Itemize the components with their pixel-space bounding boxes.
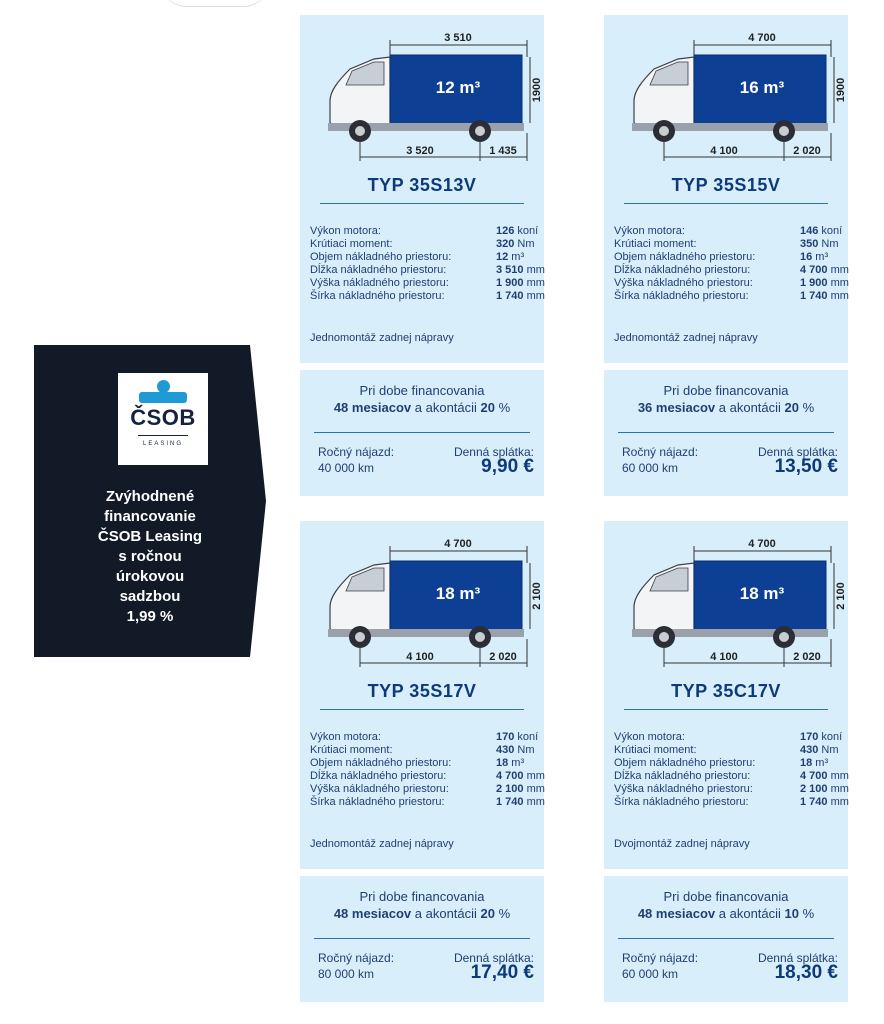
dim-side-height: 1900 — [835, 77, 847, 103]
spec-row — [310, 731, 539, 744]
daily-payment-value: 18,30 € — [774, 962, 838, 983]
dim-side-height: 2 100 — [835, 582, 847, 610]
spec-unit: mm — [523, 783, 545, 795]
spec-unit: m³ — [508, 757, 525, 769]
spec-row — [614, 731, 843, 744]
financing-period-label: Pri dobe financovania — [359, 889, 485, 904]
spec-unit: mm — [523, 290, 545, 302]
spec-label: Krútiaci moment: — [614, 238, 697, 250]
financing-divider — [314, 938, 530, 939]
spec-value: 350 Nm — [800, 238, 839, 250]
csob-logo — [118, 373, 208, 465]
spec-row — [310, 238, 536, 251]
title-divider — [320, 709, 524, 710]
van-type-title: TYP 35S15V — [671, 175, 781, 195]
spec-label: Objem nákladného priestoru: — [614, 251, 756, 263]
logo-wordmark: ČSOB — [130, 405, 196, 430]
spec-value: 126 koní — [496, 225, 539, 237]
akontacia-label: a akontácii — [715, 906, 785, 921]
cargo-volume-label: 18 m³ — [435, 584, 481, 603]
spec-unit: Nm — [818, 744, 839, 756]
akontacia-label: a akontácii — [411, 906, 481, 921]
spec-row — [310, 770, 545, 783]
spec-row — [614, 796, 849, 809]
spec-row — [310, 783, 545, 796]
van-diagram — [322, 27, 543, 165]
financing-months: 48 mesiacov — [333, 400, 412, 415]
dim-wheelbase: 4 100 — [710, 145, 738, 157]
dim-rear-overhang: 1 435 — [489, 145, 517, 157]
annual-mileage-value: 60 000 km — [622, 461, 679, 475]
spec-unit: m³ — [812, 757, 829, 769]
spec-value: 1 740 mm — [496, 796, 545, 808]
spec-unit: m³ — [508, 251, 525, 263]
dim-wheelbase: 4 100 — [710, 651, 738, 663]
annual-mileage-label: Ročný nájazd: — [622, 951, 699, 965]
spec-value: 4 700 mm — [800, 264, 849, 276]
decorative-arc — [160, 0, 270, 7]
annual-mileage-label: Ročný nájazd: — [318, 951, 395, 965]
spec-row — [614, 757, 840, 770]
financing-banner — [34, 345, 266, 657]
van-type-title: TYP 35S13V — [367, 175, 477, 195]
spec-label: Šírka nákladného priestoru: — [310, 290, 445, 302]
spec-label: Výška nákladného priestoru: — [614, 783, 753, 795]
spec-list — [614, 225, 849, 303]
spec-label: Šírka nákladného priestoru: — [614, 290, 749, 302]
van-spec-panel — [604, 521, 848, 869]
percent-sign: % — [799, 906, 815, 921]
spec-unit: mm — [827, 783, 849, 795]
financing-period-label: Pri dobe financovania — [663, 383, 789, 398]
annual-mileage-label: Ročný nájazd: — [318, 445, 395, 459]
logo-rule — [138, 435, 188, 436]
spec-value: 146 koní — [800, 225, 843, 237]
annual-mileage-label: Ročný nájazd: — [622, 445, 699, 459]
financing-terms — [300, 400, 544, 415]
akontacia-value: 20 — [784, 400, 799, 415]
spec-unit: mm — [827, 277, 849, 289]
cargo-volume-label: 12 m³ — [435, 78, 481, 97]
daily-payment-label: Denná splátka: — [453, 951, 534, 965]
dim-side-height: 2 100 — [531, 582, 543, 610]
banner-line: 1,99 % — [126, 608, 174, 625]
spec-unit: koní — [818, 731, 843, 743]
spec-value: 16 m³ — [800, 251, 829, 263]
spec-value: 170 koní — [496, 731, 539, 743]
akontacia-label: a akontácii — [715, 400, 785, 415]
spec-unit: mm — [827, 264, 849, 276]
logo-bar-icon — [139, 392, 187, 403]
spec-row — [614, 225, 843, 238]
financing-divider — [314, 432, 530, 433]
spec-unit: m³ — [812, 251, 829, 263]
spec-label: Výkon motora: — [310, 225, 381, 237]
van-diagram — [626, 533, 847, 671]
dim-rear-overhang: 2 020 — [793, 651, 821, 663]
dim-top-length: 4 700 — [748, 538, 776, 550]
spec-unit: mm — [523, 277, 545, 289]
banner-line: sadzbou — [119, 588, 181, 605]
dim-top-length: 3 510 — [444, 32, 472, 44]
financing-period-label: Pri dobe financovania — [663, 889, 789, 904]
rear-axle-note: Jednomontáž zadnej nápravy — [310, 332, 454, 344]
spec-row — [614, 290, 849, 303]
dim-rear-overhang: 2 020 — [793, 145, 821, 157]
banner-line: Zvýhodnené — [105, 488, 195, 505]
van-spec-panel — [604, 15, 848, 363]
spec-unit: mm — [523, 264, 545, 276]
spec-unit: mm — [523, 770, 545, 782]
percent-sign: % — [495, 906, 511, 921]
dim-rear-overhang: 2 020 — [489, 651, 517, 663]
banner-text — [34, 487, 266, 627]
spec-unit: mm — [523, 796, 545, 808]
spec-row — [310, 251, 536, 264]
spec-row — [614, 264, 849, 277]
spec-label: Krútiaci moment: — [310, 238, 393, 250]
percent-sign: % — [495, 400, 511, 415]
financing-divider — [618, 938, 834, 939]
van-type-title: TYP 35S17V — [367, 681, 477, 701]
annual-mileage-value: 40 000 km — [318, 461, 375, 475]
spec-unit: mm — [827, 770, 849, 782]
spec-unit: Nm — [514, 238, 535, 250]
spec-value: 1 900 mm — [800, 277, 849, 289]
spec-value: 1 740 mm — [800, 290, 849, 302]
financing-months: 36 mesiacov — [637, 400, 716, 415]
spec-row — [310, 744, 536, 757]
dim-wheelbase: 3 520 — [406, 145, 434, 157]
dim-side-height: 1900 — [531, 77, 543, 103]
financing-months: 48 mesiacov — [333, 906, 412, 921]
spec-row — [310, 290, 545, 303]
banner-line: ČSOB Leasing — [97, 528, 203, 545]
spec-list — [310, 731, 545, 809]
spec-row — [614, 770, 849, 783]
akontacia-value: 20 — [480, 400, 495, 415]
daily-payment-label: Denná splátka: — [757, 951, 838, 965]
spec-value: 320 Nm — [496, 238, 535, 250]
van-spec-panel — [300, 521, 544, 869]
spec-label: Krútiaci moment: — [614, 744, 697, 756]
spec-label: Dĺžka nákladného priestoru: — [310, 264, 447, 276]
spec-value: 4 700 mm — [496, 770, 545, 782]
rear-axle-note: Jednomontáž zadnej nápravy — [614, 332, 758, 344]
logo-subtitle: LEASING — [142, 441, 183, 447]
spec-value: 430 Nm — [496, 744, 535, 756]
spec-label: Dĺžka nákladného priestoru: — [614, 264, 751, 276]
spec-row — [614, 251, 840, 264]
daily-payment-value: 9,90 € — [481, 456, 534, 477]
spec-unit: Nm — [514, 744, 535, 756]
spec-label: Výška nákladného priestoru: — [310, 783, 449, 795]
dim-top-length: 4 700 — [748, 32, 776, 44]
spec-value: 170 koní — [800, 731, 843, 743]
dim-wheelbase: 4 100 — [406, 651, 434, 663]
banner-line: úrokovou — [115, 568, 185, 585]
financing-terms — [604, 906, 848, 921]
financing-divider — [618, 432, 834, 433]
spec-value: 4 700 mm — [800, 770, 849, 782]
daily-payment-value: 13,50 € — [774, 456, 838, 477]
spec-row — [310, 264, 545, 277]
spec-unit: koní — [818, 225, 843, 237]
title-divider — [624, 203, 828, 204]
spec-label: Výška nákladného priestoru: — [310, 277, 449, 289]
financing-terms — [604, 400, 848, 415]
van-spec-panel — [300, 15, 544, 363]
akontacia-value: 20 — [480, 906, 495, 921]
spec-value: 12 m³ — [496, 251, 525, 263]
spec-row — [614, 783, 849, 796]
spec-label: Výkon motora: — [614, 225, 685, 237]
title-divider — [320, 203, 524, 204]
financing-terms — [300, 906, 544, 921]
spec-value: 1 900 mm — [496, 277, 545, 289]
spec-label: Šírka nákladného priestoru: — [614, 796, 749, 808]
spec-unit: koní — [514, 225, 539, 237]
spec-value: 1 740 mm — [800, 796, 849, 808]
spec-list — [614, 731, 849, 809]
spec-unit: mm — [827, 796, 849, 808]
banner-line: financovanie — [104, 508, 196, 525]
cargo-volume-label: 16 m³ — [739, 78, 785, 97]
spec-label: Objem nákladného priestoru: — [614, 757, 756, 769]
spec-label: Krútiaci moment: — [310, 744, 393, 756]
spec-value: 1 740 mm — [496, 290, 545, 302]
cargo-volume-label: 18 m³ — [739, 584, 785, 603]
spec-label: Objem nákladného priestoru: — [310, 757, 452, 769]
van-diagram — [626, 27, 847, 165]
spec-label: Dĺžka nákladného priestoru: — [614, 770, 751, 782]
rear-axle-note: Jednomontáž zadnej nápravy — [310, 838, 454, 850]
spec-unit: Nm — [818, 238, 839, 250]
spec-value: 3 510 mm — [496, 264, 545, 276]
spec-row — [310, 796, 545, 809]
van-type-title: TYP 35C17V — [671, 681, 781, 701]
financing-period-label: Pri dobe financovania — [359, 383, 485, 398]
percent-sign: % — [799, 400, 815, 415]
annual-mileage-value: 60 000 km — [622, 967, 679, 981]
spec-value: 18 m³ — [800, 757, 829, 769]
rear-axle-note: Dvojmontáž zadnej nápravy — [614, 838, 750, 850]
daily-payment-label: Denná splátka: — [453, 445, 534, 459]
spec-unit: mm — [827, 290, 849, 302]
daily-payment-label: Denná splátka: — [757, 445, 838, 459]
spec-row — [614, 277, 849, 290]
spec-row — [614, 744, 840, 757]
financing-months: 48 mesiacov — [637, 906, 716, 921]
spec-row — [310, 757, 536, 770]
spec-value: 18 m³ — [496, 757, 525, 769]
spec-row — [614, 238, 840, 251]
spec-value: 2 100 mm — [496, 783, 545, 795]
spec-value: 2 100 mm — [800, 783, 849, 795]
spec-label: Objem nákladného priestoru: — [310, 251, 452, 263]
spec-value: 430 Nm — [800, 744, 839, 756]
spec-label: Výkon motora: — [310, 731, 381, 743]
akontacia-value: 10 — [784, 906, 799, 921]
daily-payment-value: 17,40 € — [470, 962, 534, 983]
spec-label: Šírka nákladného priestoru: — [310, 796, 445, 808]
annual-mileage-value: 80 000 km — [318, 967, 375, 981]
title-divider — [624, 709, 828, 710]
van-diagram — [322, 533, 543, 671]
spec-list — [310, 225, 545, 303]
spec-row — [310, 225, 539, 238]
spec-row — [310, 277, 545, 290]
spec-label: Výška nákladného priestoru: — [614, 277, 753, 289]
spec-label: Dĺžka nákladného priestoru: — [310, 770, 447, 782]
dim-top-length: 4 700 — [444, 538, 472, 550]
akontacia-label: a akontácii — [411, 400, 481, 415]
banner-line: s ročnou — [118, 548, 182, 565]
spec-unit: koní — [514, 731, 539, 743]
spec-label: Výkon motora: — [614, 731, 685, 743]
